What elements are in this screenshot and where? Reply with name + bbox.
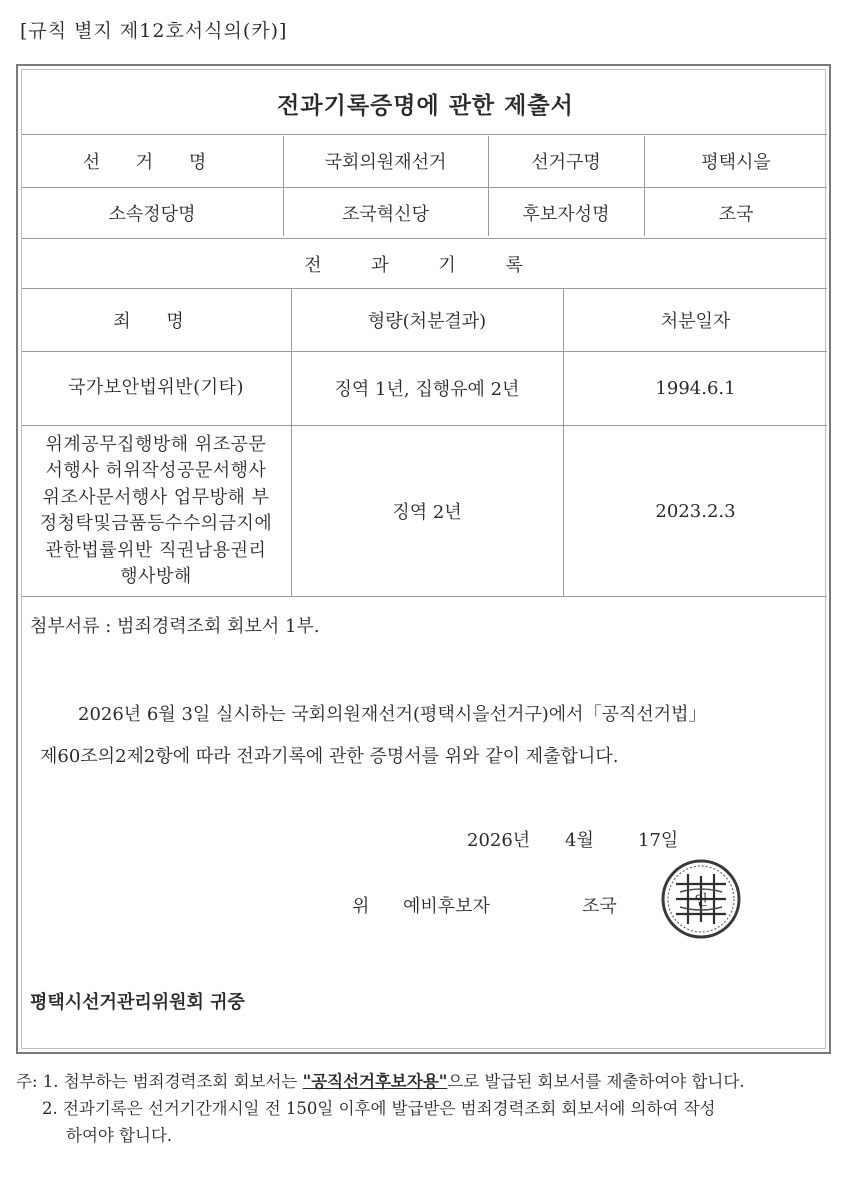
header-offense: 죄 명	[113, 311, 199, 332]
notes-prefix: 주:	[16, 1072, 38, 1091]
table-row-2-sentence: 징역 2년	[392, 502, 462, 523]
offense-line: 정청탁및금품등수수의금지에	[39, 513, 273, 534]
record-heading: 전 과 기 록	[304, 254, 545, 276]
offense-line: 행사방해	[120, 566, 192, 587]
candidate-value: 조국	[718, 204, 754, 225]
offense-line: 위계공무집행방해 위조공문	[45, 433, 267, 455]
attachment-note: 첨부서류 : 범죄경력조회 회보서 1부.	[30, 616, 320, 637]
header-date: 처분일자	[660, 311, 731, 332]
party-value: 조국혁신당	[342, 204, 429, 225]
official-seal-stamp	[660, 858, 742, 940]
signer-prefix: 위	[352, 896, 370, 917]
table-row-2-offense	[22, 426, 290, 596]
date-year: 2026년	[467, 830, 531, 851]
date-day: 17일	[638, 830, 679, 851]
table-row-2-date: 2023.2.3	[655, 500, 736, 522]
note-1-text-end: 으로 발급된 회보서를 제출하여야 합니다.	[447, 1072, 745, 1091]
document-title: 전과기록증명에 관한 제출서	[277, 91, 574, 119]
offense-line: 관한법률위반 직권남용권리	[45, 539, 267, 561]
note-1-emphasis: "공직선거후보자용"	[302, 1072, 448, 1091]
district-value: 평택시을	[701, 152, 771, 173]
candidate-label: 후보자성명	[522, 204, 610, 225]
note-1-text: 1. 첨부하는 범죄경력조회 회보서는	[42, 1072, 303, 1091]
signer-name: 조국	[582, 896, 617, 917]
table-row-1-date: 1994.6.1	[655, 377, 736, 399]
table-row-1-offense	[22, 352, 290, 424]
offense-line: 서행사 허위작성공문서행사	[45, 460, 267, 481]
district-label: 선거구명	[531, 152, 601, 173]
form-reference: [규칙 별지 제12호서식의(카)]	[20, 20, 288, 42]
signer-role: 예비후보자	[403, 896, 490, 917]
statement-line-1: 2026년 6월 3일 실시하는 국회의원재선거(평택시을선거구)에서「공직선거법」	[78, 704, 707, 725]
election-name-value: 국회의원재선거	[324, 152, 447, 173]
note-1	[16, 1068, 841, 1095]
date-month: 4월	[565, 830, 594, 851]
table-row-1-sentence: 징역 1년, 집행유예 2년	[334, 379, 520, 400]
offense-line: 국가보안법위반(기타)	[67, 376, 245, 398]
statement-line-2: 제60조의2제2항에 따라 전과기록에 관한 증명서를 위와 같이 제출합니다.	[40, 746, 619, 767]
offense-line: 위조사문서행사 업무방해 부	[42, 486, 270, 508]
header-sentence: 형량(처분결과)	[367, 311, 487, 332]
footnotes	[16, 1068, 841, 1149]
note-2-line-2: 하여야 합니다.	[66, 1126, 173, 1145]
divider	[22, 596, 827, 597]
addressee: 평택시선거관리위원회 귀중	[30, 992, 245, 1013]
party-label: 소속정당명	[108, 204, 196, 225]
note-2-line-1: 2. 전과기록은 선거기간개시일 전 150일 이후에 발급받은 범죄경력조회 회보서에 의하여 작성	[42, 1099, 716, 1118]
seal-text: 인	[694, 893, 708, 909]
divider	[22, 134, 827, 135]
election-name-label: 선 거 명	[82, 152, 222, 173]
